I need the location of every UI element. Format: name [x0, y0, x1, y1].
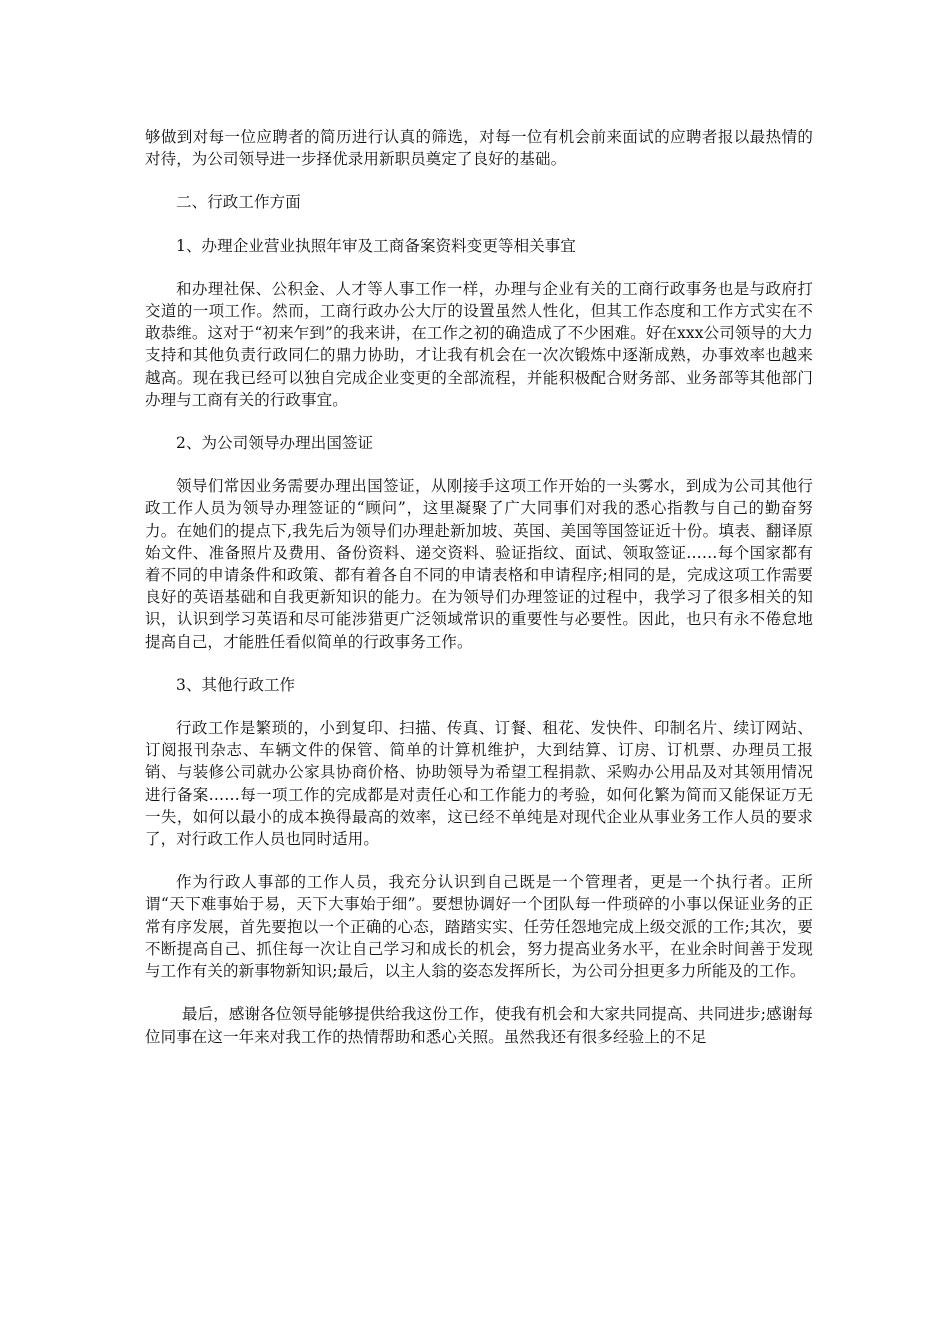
body-paragraph-business-affairs: 和办理社保、公积金、人才等人事工作一样，办理与企业有关的工商行政事务也是与政府打交道的一项工作。然而，工商行政办公大厅的设置虽然人性化，但其工作态度和工作方式实在不敢恭维。这对于“初来乍到”的我来讲，在工作之初的确造成了不少困难。好在xxx公司领导的大力支持和其他负责行政同仁的鼎力协助，才让我有机会在一次次锻炼中逐渐成熟，办事效率也越来越高。现在我已经可以独自完成企业变更的全部流程，并能积极配合财务部、业务部等其他部门办理与工商有关的行政事宜。 — [145, 279, 813, 409]
subsection-heading-visa: 2、为公司领导办理出国签证 — [176, 434, 374, 453]
body-paragraph-other-admin: 行政工作是繁琐的，小到复印、扫描、传真、订餐、租花、发快件、印制名片、续订网站、订阅报刊杂志、车辆文件的保管、简单的计算机维护，大到结算、订房、订机票、办理员工报销、与装修公司就办公家具协商价格、协助领导为希望工程捐款、采购办公用品及对其领用情况进行备案……每一项工作的完成都是对责任心和工作能力的考验，如何化繁为简而又能保证万无一失，如何以最小的成本换得最高的效率，这已经不单纯是对现代企业从事业务工作人员的要求了，对行政工作人员也同时适用。 — [145, 719, 813, 849]
document-page — [145, 126, 813, 1069]
section-heading-admin-work: 二、行政工作方面 — [176, 193, 301, 212]
body-paragraph-continued: 够做到对每一位应聘者的简历进行认真的筛选，对每一位有机会前来面试的应聘者报以最热情的对待，为公司领导进一步择优录用新职员奠定了良好的基础。 — [145, 128, 813, 169]
subsection-heading-business-license: 1、办理企业营业执照年审及工商备案资料变更等相关事宜 — [176, 236, 576, 255]
body-paragraph-thanks: 最后，感谢各位领导能够提供给我这份工作，使我有机会和大家共同提高、共同进步;感谢每位同事在这一年来对我工作的热情帮助和悉心关照。虽然我还有很多经验上的不足 — [145, 1005, 813, 1046]
body-paragraph-role-reflection: 作为行政人事部的工作人员，我充分认识到自己既是一个管理者，更是一个执行者。正所谓“天下难事始于易，天下大事始于细”。要想协调好一个团队每一件琐碎的小事以保证业务的正常有序发展，首先要抱以一个正确的心态，踏踏实实、任劳任怨地完成上级交派的工作;其次，要不断提高自己、抓住每一次让自己学习和成长的机会，努力提高业务水平，在业余时间善于发现与工作有关的新事物新知识;最后，以主人翁的姿态发挥所长，为公司分担更多力所能及的工作。 — [145, 873, 813, 981]
body-paragraph-visa: 领导们常因业务需要办理出国签证，从刚接手这项工作开始的一头雾水，到成为公司其他行政工作人员为领导办理签证的“顾问”，这里凝聚了广大同事们对我的悉心指教与自己的勤奋努力。在她们的提点下,我先后为领导们办理赴新加坡、英国、美国等国签证近十份。填表、翻译原始文件、准备照片及费用、备份资料、递交资料、验证指纹、面试、领取签证……每个国家都有着不同的申请条件和政策、都有着各自不同的申请表格和申请程序;相同的是，完成这项工作需要良好的英语基础和自我更新知识的能力。在为领导们办理签证的过程中，我学习了很多相关的知识，认识到学习英语和尽可能涉猎更广泛领域常识的重要性与必要性。因此，也只有永不倦怠地提高自己，才能胜任看似简单的行政事务工作。 — [145, 477, 813, 651]
subsection-heading-other-admin: 3、其他行政工作 — [176, 675, 296, 694]
